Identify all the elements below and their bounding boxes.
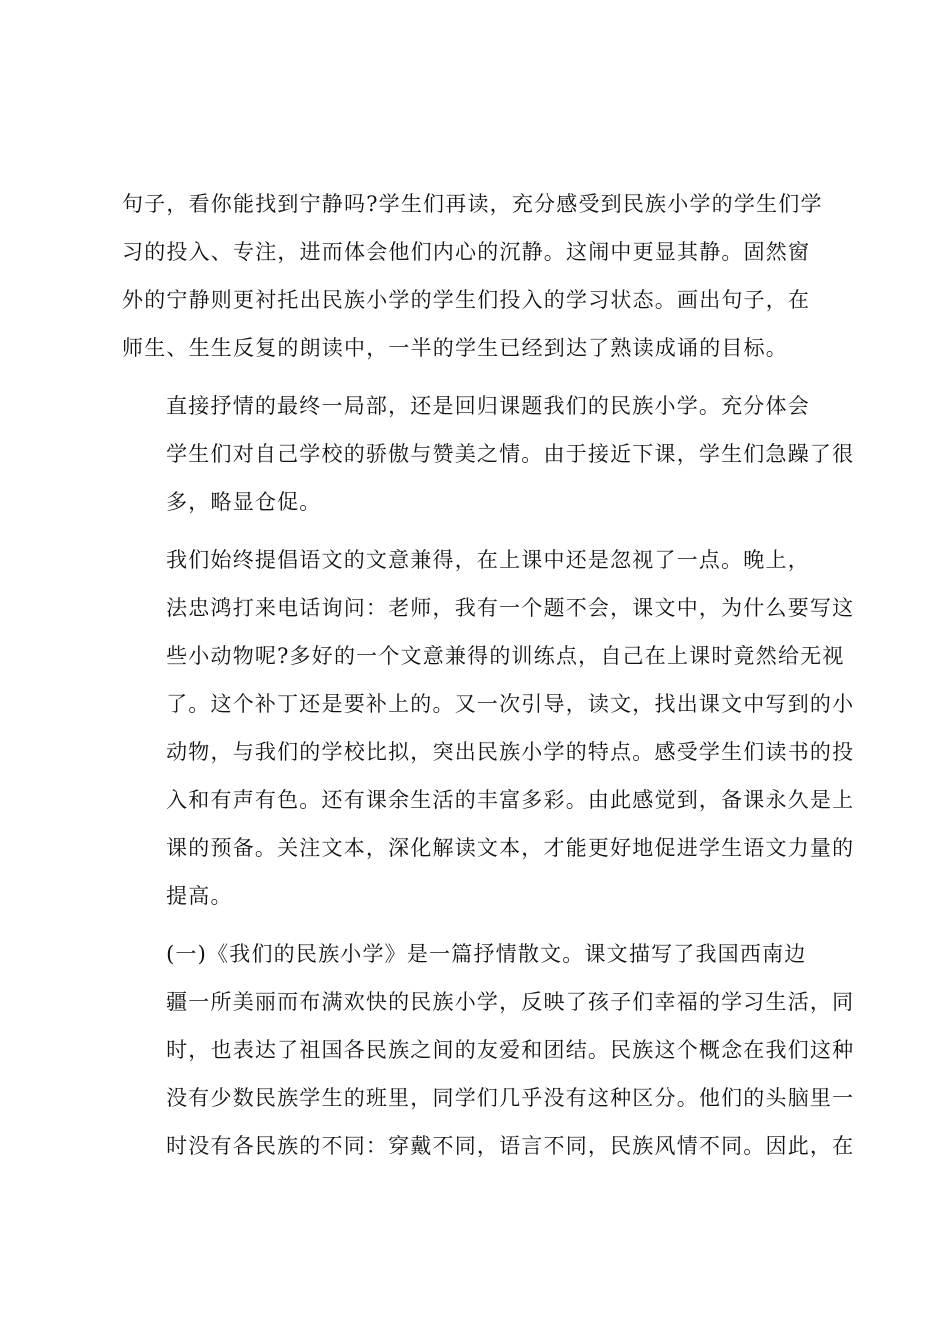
text-line: 时，也表达了祖国各民族之间的友爱和团结。民族这个概念在我们这种 — [166, 1038, 855, 1062]
text-line: 多，略显仓促。 — [166, 490, 322, 514]
paragraph — [122, 180, 832, 372]
text-line: 动物，与我们的学校比拟，突出民族小学的特点。感受学生们读书的投 — [166, 740, 855, 764]
text-line: 课的预备。关注文本，深化解读文本，才能更好地促进学生语文力量的 — [166, 836, 855, 860]
text-line: 些小动物呢?多好的一个文意兼得的训练点，自己在上课时竟然给无视 — [166, 644, 845, 668]
paragraph — [122, 536, 855, 920]
document-body — [122, 180, 855, 1180]
paragraph — [122, 382, 855, 526]
text-line: 提高。 — [166, 884, 233, 908]
text-line: 学生们对自己学校的骄傲与赞美之情。由于接近下课，学生们急躁了很 — [166, 442, 855, 466]
text-line: 疆一所美丽而布满欢快的民族小学，反映了孩子们幸福的学习生活，同 — [166, 990, 855, 1014]
text-line: 入和有声有色。还有课余生活的丰富多彩。由此感觉到，备课永久是上 — [166, 788, 855, 812]
text-line: 法忠鸿打来电话询问：老师，我有一个题不会，课文中，为什么要写这 — [166, 596, 855, 620]
text-line: 外的宁静则更衬托出民族小学的学生们投入的学习状态。画出句子，在 — [122, 288, 811, 312]
text-line: 没有少数民族学生的班里，同学们几乎没有这种区分。他们的头脑里一 — [166, 1086, 855, 1110]
text-line: 习的投入、专注，进而体会他们内心的沉静。这闹中更显其静。固然窗 — [122, 240, 811, 264]
text-line: 句子，看你能找到宁静吗?学生们再读，充分感受到民族小学的学生们学 — [122, 192, 823, 216]
text-line: 时没有各民族的不同：穿戴不同，语言不同，民族风情不同。因此，在 — [166, 1134, 855, 1158]
text-line: 我们始终提倡语文的文意兼得，在上课中还是忽视了一点。晚上， — [166, 548, 810, 572]
paragraph — [122, 930, 855, 1170]
text-line: (一)《我们的民族小学》是一篇抒情散文。课文描写了我国西南边 — [166, 942, 807, 966]
text-line: 了。这个补丁还是要补上的。又一次引导，读文，找出课文中写到的小 — [166, 692, 855, 716]
text-line: 师生、生生反复的朗读中，一半的学生已经到达了熟读成诵的目标。 — [122, 336, 788, 360]
text-line: 直接抒情的最终一局部，还是回归课题我们的民族小学。充分体会 — [166, 394, 810, 418]
